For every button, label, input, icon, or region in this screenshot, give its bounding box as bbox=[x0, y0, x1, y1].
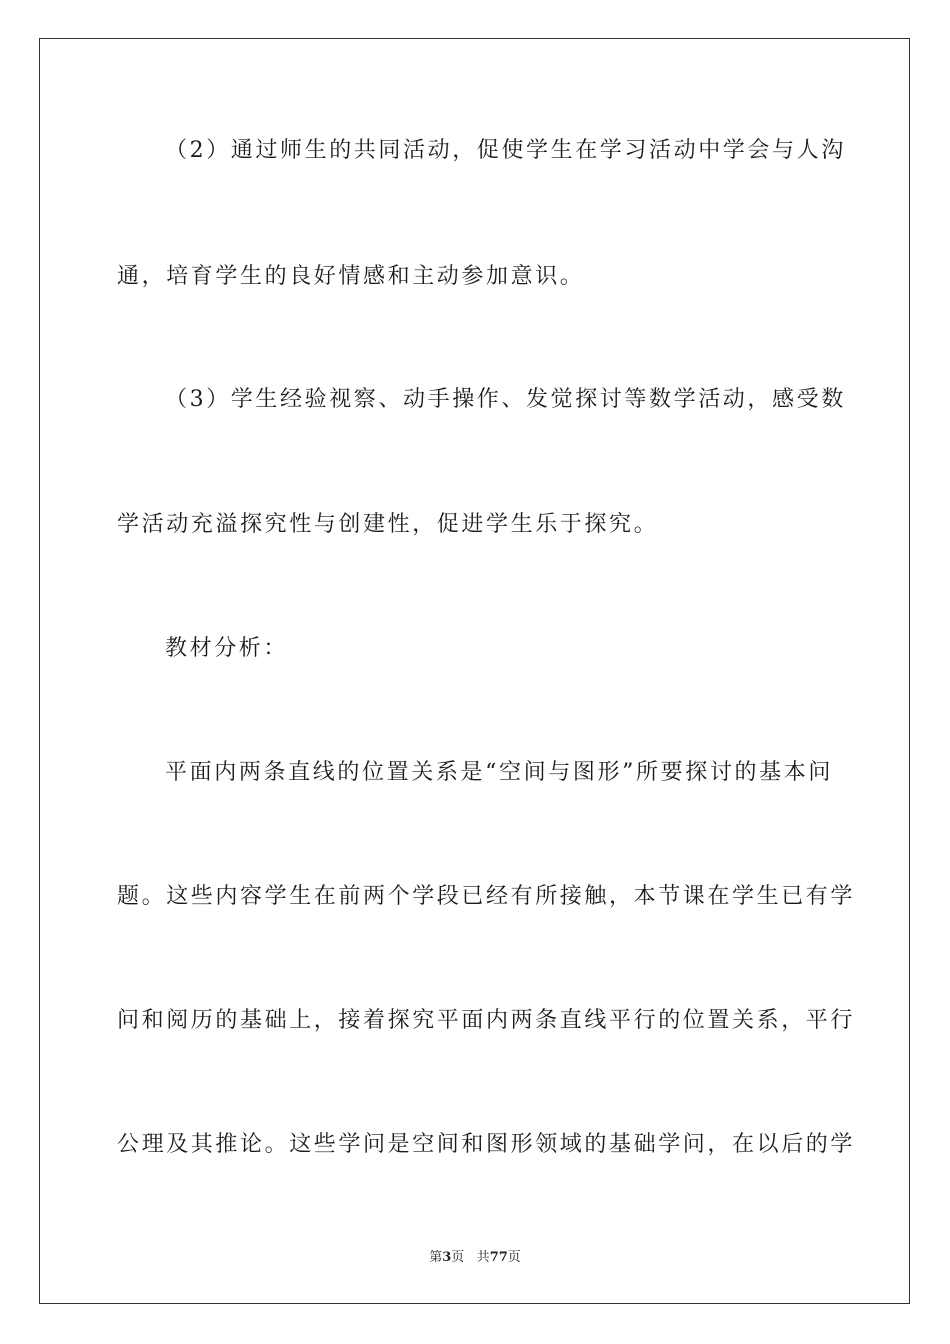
footer-page-unit: 页 bbox=[451, 1250, 465, 1265]
paragraph-line: （2）通过师生的共同活动，促使学生在学习活动中学会与人沟 bbox=[165, 138, 846, 163]
paragraph-line: 公理及其推论。这些学问是空间和图形领域的基础学问，在以后的学 bbox=[117, 1132, 856, 1157]
paragraph-line: 平面内两条直线的位置关系是“空间与图形”所要探讨的基本问 bbox=[165, 760, 833, 785]
footer-total-prefix: 共 bbox=[476, 1250, 490, 1265]
footer-total-unit: 页 bbox=[507, 1250, 521, 1265]
footer-prefix: 第 bbox=[429, 1250, 443, 1265]
paragraph-line: （3）学生经验视察、动手操作、发觉探讨等数学活动，感受数 bbox=[165, 387, 846, 412]
paragraph-line: 学活动充溢探究性与创建性，促进学生乐于探究。 bbox=[117, 512, 659, 537]
page-frame bbox=[39, 38, 910, 1304]
paragraph-line: 通，培育学生的良好情感和主动参加意识。 bbox=[117, 264, 585, 289]
footer-total-pages: 77 bbox=[489, 1250, 508, 1265]
paragraph-line: 问和阅历的基础上，接着探究平面内两条直线平行的位置关系，平行 bbox=[117, 1008, 856, 1033]
footer-page-number: 3 bbox=[442, 1250, 452, 1265]
page-footer bbox=[0, 1246, 950, 1265]
section-heading: 教材分析： bbox=[165, 636, 289, 661]
paragraph-line: 题。这些内容学生在前两个学段已经有所接触，本节课在学生已有学 bbox=[117, 884, 856, 909]
